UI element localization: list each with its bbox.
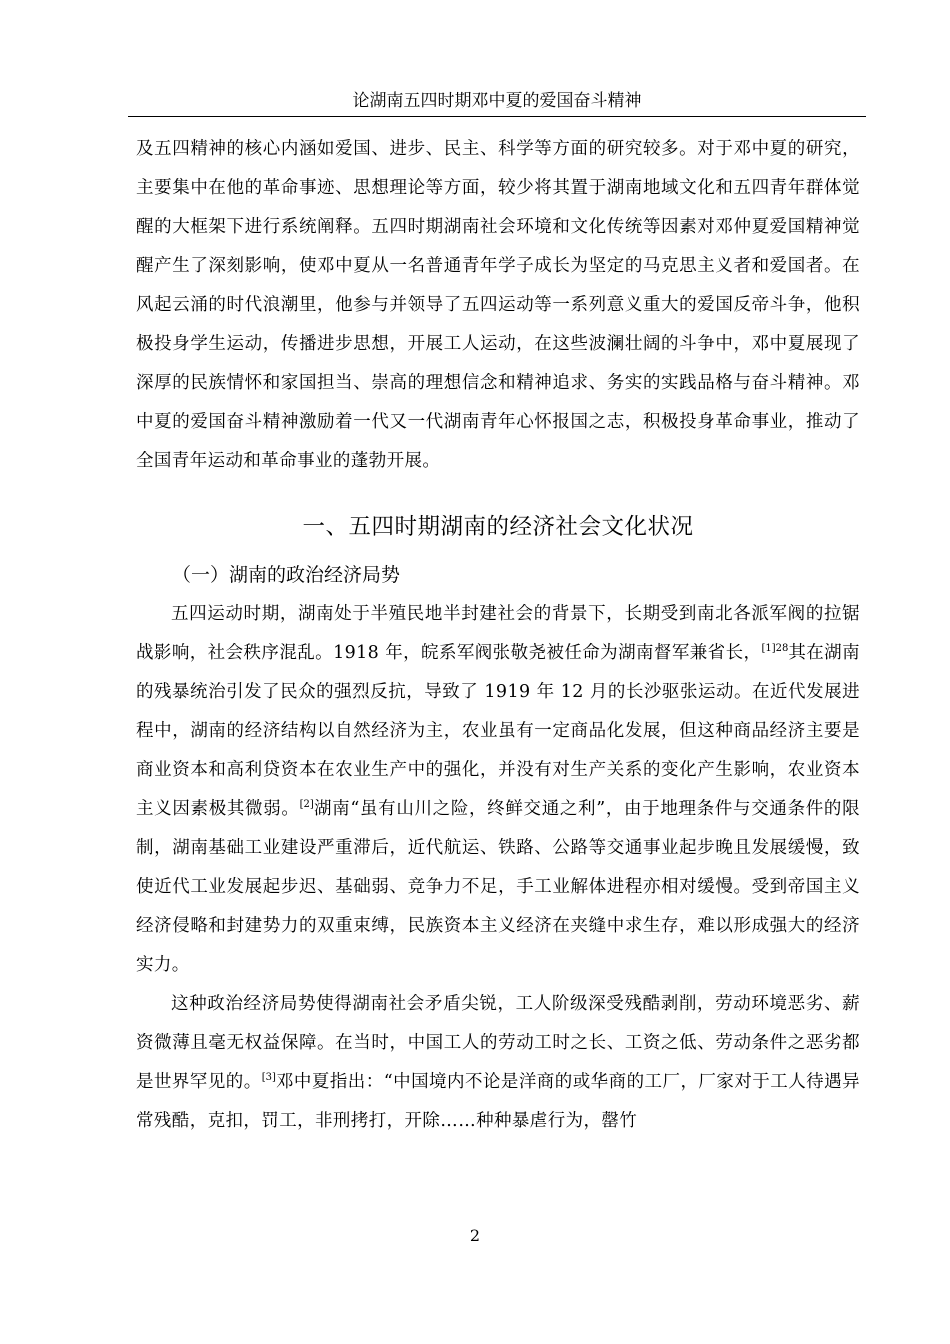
- citation-ref[interactable]: [2]: [299, 799, 314, 810]
- body-paragraph-2: [136, 985, 860, 1141]
- paragraph-text: 湖南“虽有山川之险，终鲜交通之利”，由于地理条件与交通条件的限制，湖南基础工业建设严重滞后，近代航运、铁路、公路等交通事业起步晚且发展缓慢，致使近代工业发展起步迟、基础弱、竞争力不足，手工业解体进程亦相对缓慢。受到帝国主义经济侵略和封建势力的双重束缚，民族资本主义经济在夹缝中求生存，难以形成强大的经济实力。: [136, 799, 860, 975]
- running-header: 论湖南五四时期邓中夏的爱国奋斗精神: [128, 88, 866, 117]
- page-body: [136, 130, 860, 1141]
- paragraph-text: 五四运动时期，湖南处于半殖民地半封建社会的背景下，长期受到南北各派军阀的拉锯战影响，社会秩序混乱。1918 年，皖系军阀张敬尧被任命为湖南督军兼省长，: [136, 604, 860, 663]
- paragraph-text: 这种政治经济局势使得湖南社会矛盾尖锐，工人阶级深受残酷剥削，劳动环境恶劣、薪资微薄且毫无权益保障。在当时，中国工人的劳动工时之长、工资之低、劳动条件之恶劣都是世界罕见的。: [136, 994, 860, 1092]
- paragraph-text: 邓中夏指出：“中国境内不论是洋商的或华商的工厂，厂家对于工人待遇异常残酷，克扣，罚工，非刑拷打，开除……种种暴虐行为，罄竹: [136, 1072, 860, 1131]
- paragraph-text: 其在湖南的残暴统治引发了民众的强烈反抗，导致了 1919 年 12 月的长沙驱张运动。在近代发展进程中，湖南的经济结构以自然经济为主，农业虽有一定商品化发展，但这种商品经济主要是商业资本和高利贷资本在农业生产中的强化，并没有对生产关系的变化产生影响，农业资本主义因素极其微弱。: [136, 643, 860, 819]
- citation-ref[interactable]: [1]28: [761, 643, 789, 654]
- page-number: 2: [469, 1226, 481, 1245]
- subsection-heading: （一）湖南的政治经济局势: [172, 564, 401, 586]
- intro-paragraph: 及五四精神的核心内涵如爱国、进步、民主、科学等方面的研究较多。对于邓中夏的研究，主要集中在他的革命事迹、思想理论等方面，较少将其置于湖南地域文化和五四青年群体觉醒的大框架下进行系统阐释。五四时期湖南社会环境和文化传统等因素对邓仲夏爱国精神觉醒产生了深刻影响，使邓中夏从一名普通青年学子成长为坚定的马克思主义者和爱国者。在风起云涌的时代浪潮里，他参与并领导了五四运动等一系列意义重大的爱国反帝斗争，他积极投身学生运动，传播进步思想，开展工人运动，在这些波澜壮阔的斗争中，邓中夏展现了深厚的民族情怀和家国担当、崇高的理想信念和精神追求、务实的实践品格与奋斗精神。邓中夏的爱国奋斗精神激励着一代又一代湖南青年心怀报国之志，积极投身革命事业，推动了全国青年运动和革命事业的蓬勃开展。: [136, 139, 860, 471]
- section-heading: 一、五四时期湖南的经济社会文化状况: [302, 514, 694, 540]
- body-paragraph-1: [136, 595, 860, 985]
- citation-ref[interactable]: [3]: [261, 1072, 276, 1083]
